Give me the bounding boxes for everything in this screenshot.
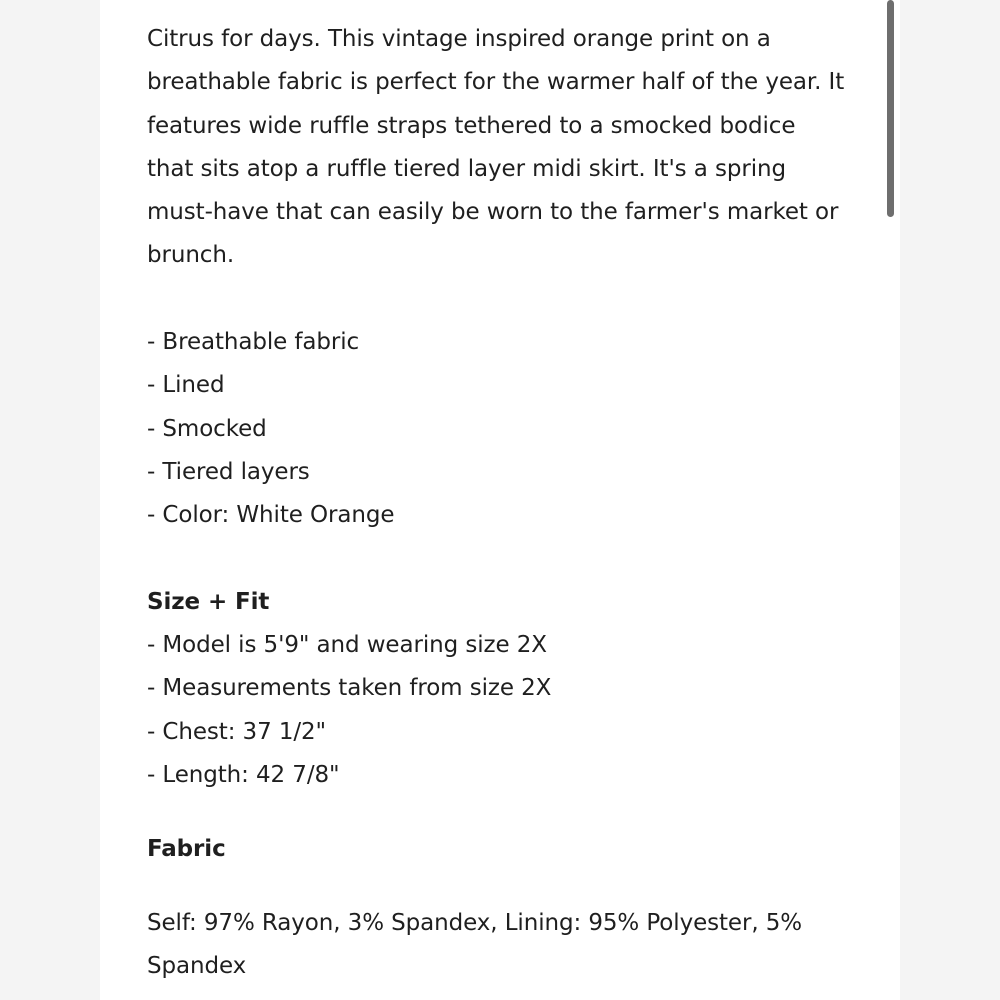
size-fit-item: - Chest: 37 1/2"	[147, 718, 327, 745]
size-fit-item: - Model is 5'9" and wearing size 2X	[147, 632, 547, 659]
fabric-composition: Self: 97% Rayon, 3% Spandex, Lining: 95% Polyester, 5% Spandex	[147, 909, 803, 979]
description-content	[147, 18, 847, 988]
product-description-panel	[100, 0, 900, 1000]
scrollbar-thumb[interactable]	[887, 0, 894, 217]
feature-item: - Lined	[147, 372, 225, 399]
feature-item: - Smocked	[147, 415, 267, 442]
feature-item: - Tiered layers	[147, 458, 310, 485]
size-fit-item: - Measurements taken from size 2X	[147, 675, 552, 702]
feature-item: - Breathable fabric	[147, 329, 360, 356]
spacer	[147, 538, 847, 581]
size-fit-item: - Length: 42 7/8"	[147, 762, 340, 789]
fabric-heading: Fabric	[147, 836, 226, 863]
size-fit-heading: Size + Fit	[147, 588, 270, 615]
feature-item: - Color: White Orange	[147, 502, 395, 529]
description-paragraph: Citrus for days. This vintage inspired orange print on a breathable fabric is perfect for the warmer half of the year. It features wide ruffle straps tethered to a smocked bodice that sits atop a ruffle tiered layer midi skirt. It's a spring must-have that can easily be worn to the farmer's market or brunch.	[147, 26, 845, 269]
spacer	[147, 278, 847, 321]
